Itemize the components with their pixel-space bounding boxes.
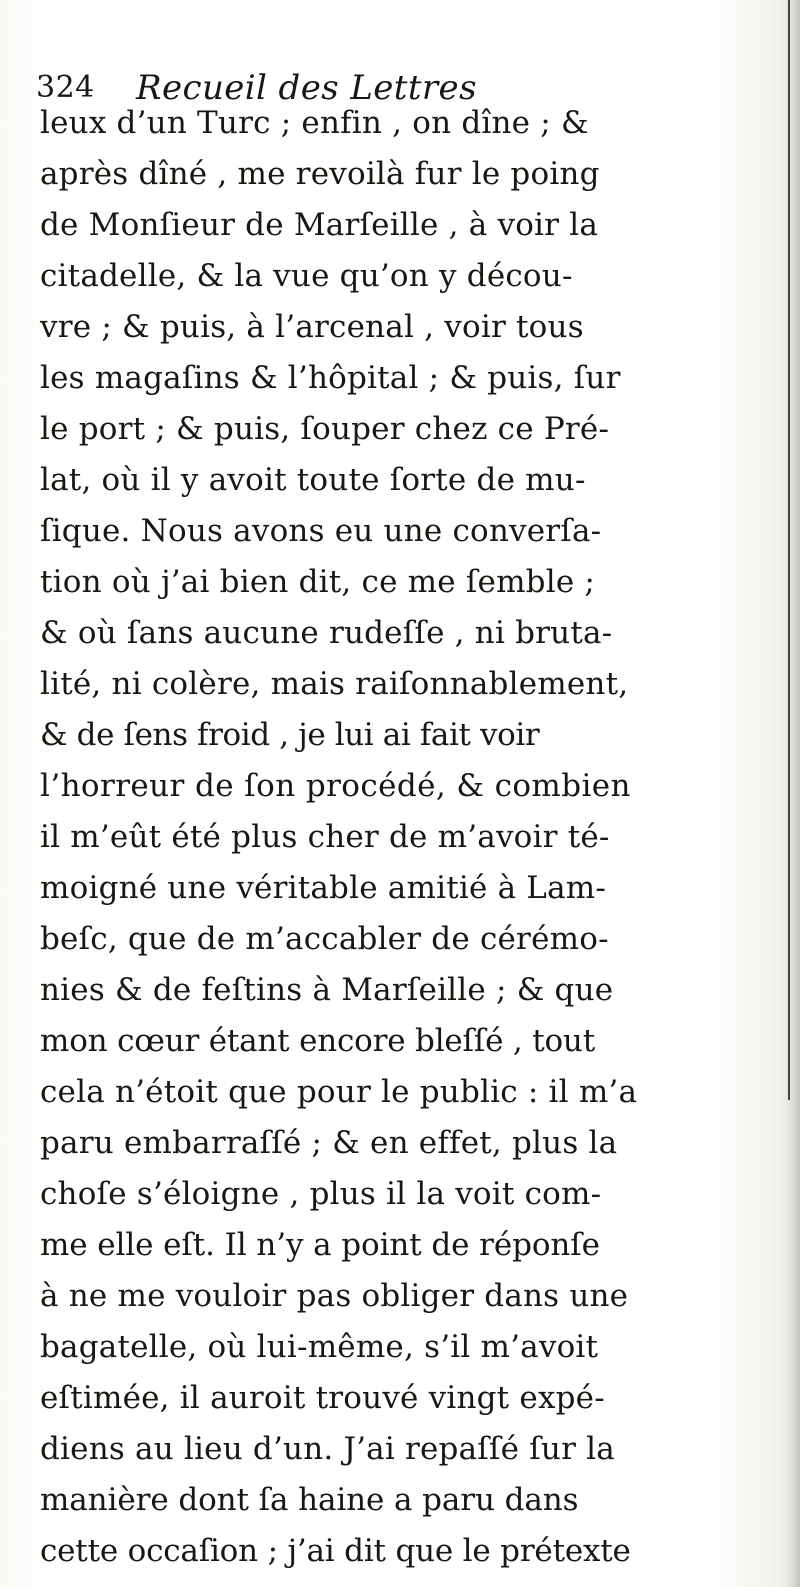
text-line: après dîné , me revoilà fur le poing — [40, 156, 600, 192]
text-line: mon cœur étant encore bleſſé , tout — [40, 1023, 595, 1059]
letter-text-block — [40, 98, 760, 1577]
text-line: me elle eſt. Il n’y a point de réponſe — [40, 1227, 600, 1263]
page-edge-line — [788, 0, 790, 1100]
text-line: tion où j’ai bien dit, ce me ſemble ; — [40, 564, 596, 600]
text-line: lat, où il y avoit toute ſorte de mu- — [40, 462, 586, 498]
text-line: eſtimée, il auroit trouvé vingt expé- — [40, 1380, 605, 1416]
text-line: les magaſins & l’hôpital ; & puis, ſur — [40, 360, 621, 396]
text-line: de Monſieur de Marſeille , à voir la — [40, 207, 599, 243]
running-title: Recueil des Lettres — [136, 68, 477, 108]
text-line: ſique. Nous avons eu une converſa- — [40, 513, 602, 549]
text-line: leux d’un Turc ; enfin , on dîne ; & — [40, 105, 589, 141]
text-line: moigné une véritable amitié à Lam- — [40, 870, 607, 906]
page-edge-shadow — [784, 0, 800, 1587]
text-line: bagatelle, où lui-même, s’il m’avoit — [40, 1329, 599, 1365]
text-line: beſc, que de m’accabler de cérémo- — [40, 921, 609, 957]
text-line: cela n’étoit que pour le public : il m’a — [40, 1074, 638, 1110]
text-line: & où ſans aucune rudeſſe , ni bruta- — [40, 615, 613, 651]
text-line: le port ; & puis, ſouper chez ce Pré- — [40, 411, 610, 447]
text-line: manière dont ſa haine a paru dans — [40, 1482, 579, 1518]
text-line: diens au lieu d’un. J’ai repaſſé ſur la — [40, 1431, 615, 1467]
text-line: nies & de feſtins à Marſeille ; & que — [40, 972, 614, 1008]
text-line: cette occaſion ; j’ai dit que le prétexte — [40, 1533, 631, 1569]
text-line: citadelle, & la vue qu’on y décou- — [40, 258, 573, 294]
text-line: paru embarraſſé ; & en effet, plus la — [40, 1125, 618, 1161]
text-line: il m’eût été plus cher de m’avoir té- — [40, 819, 610, 855]
text-line: vre ; & puis, à l’arcenal , voir tous — [40, 309, 584, 345]
text-line: à ne me vouloir pas obliger dans une — [40, 1278, 629, 1314]
page-number: 324 — [36, 70, 95, 105]
text-line: & de ſens froid , je lui ai fait voir — [40, 717, 540, 753]
text-line: choſe s’éloigne , plus il la voit com- — [40, 1176, 602, 1212]
text-line: lité, ni colère, mais raiſonnablement, — [40, 666, 629, 702]
text-line: l’horreur de ſon procédé, & combien — [40, 768, 631, 804]
